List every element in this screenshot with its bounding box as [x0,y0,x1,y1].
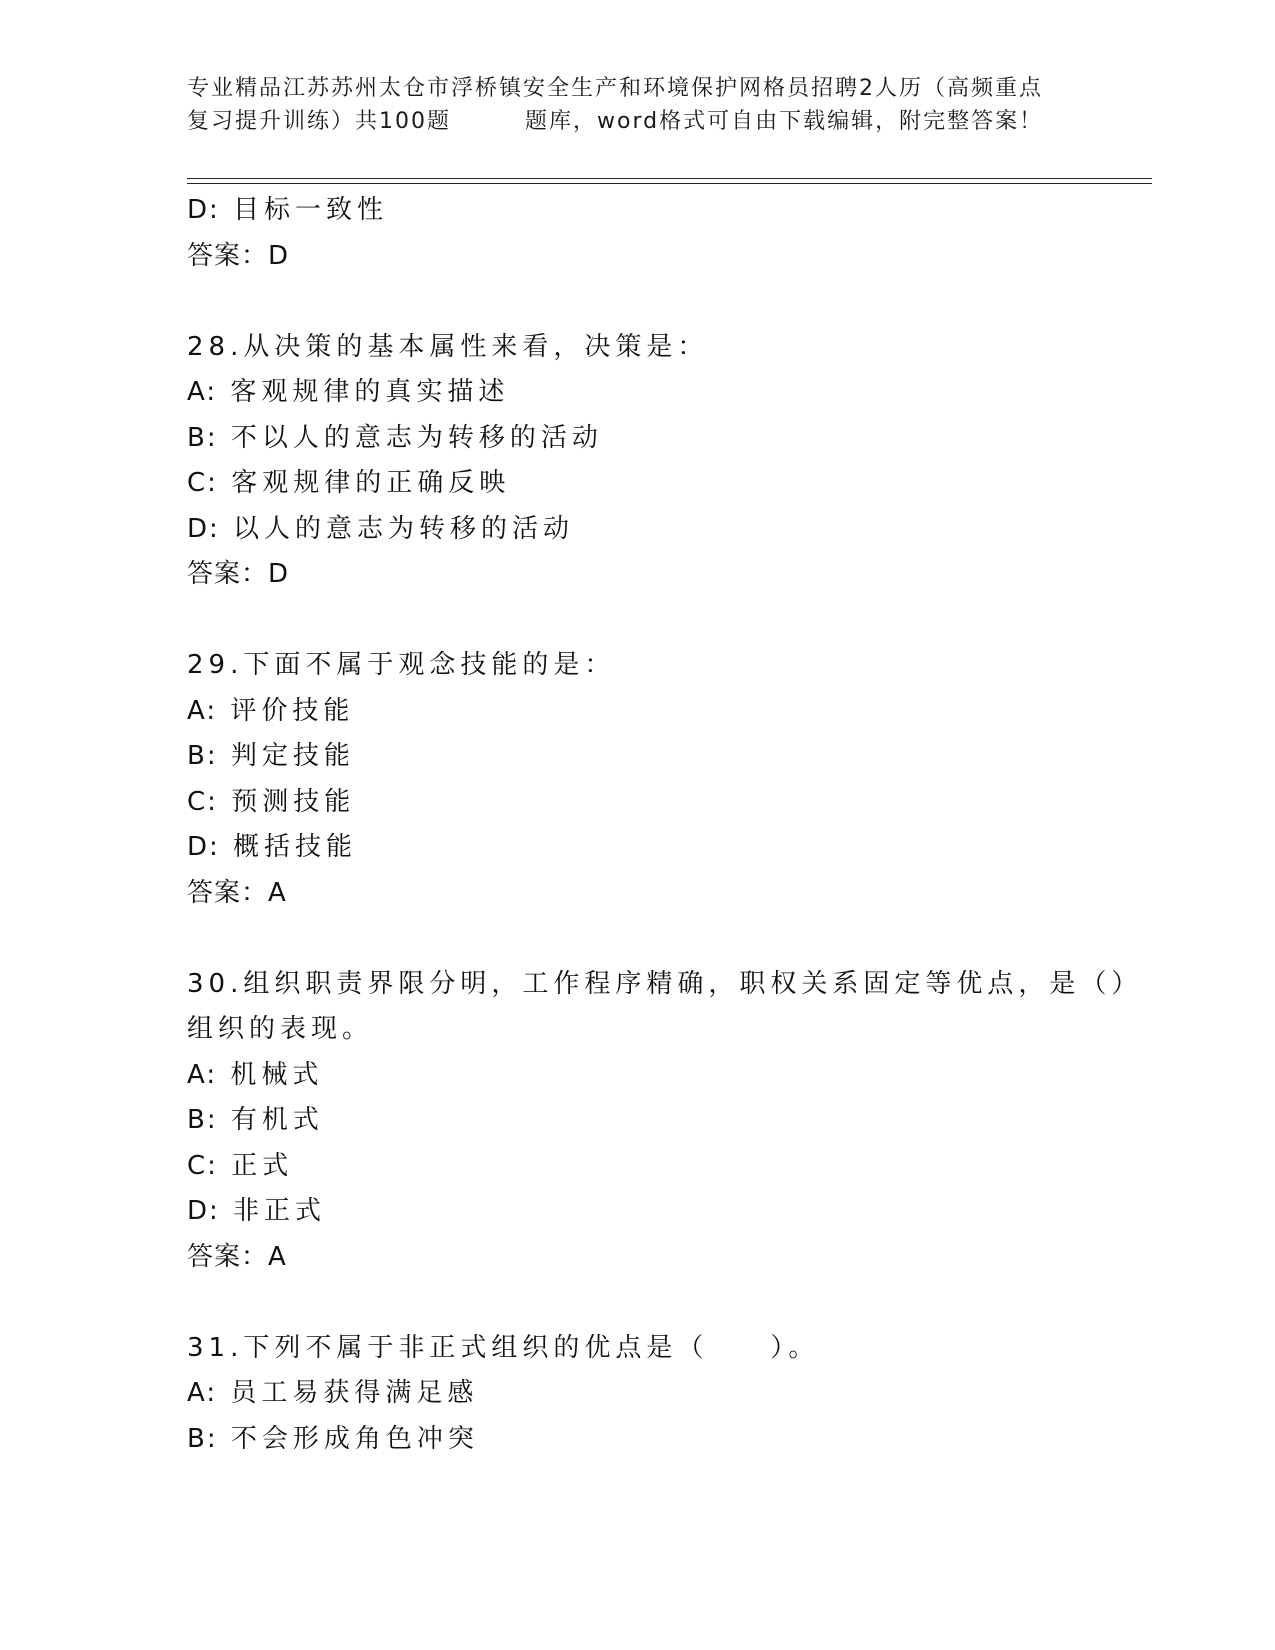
option-d [187,825,1087,871]
question-stem-continued: 组织的表现。 [187,1014,374,1044]
option-c [187,461,1087,507]
option-text: 有机式 [230,1105,324,1135]
option-label: A: [187,1378,218,1408]
option-label: A: [187,377,218,407]
option-a [187,1053,1087,1099]
spacer [187,1280,1087,1326]
question-29 [187,643,1087,916]
option-label: A: [187,695,218,726]
option-d [187,1189,1087,1235]
option-text: 评价技能 [230,695,355,726]
option-a [187,1371,1087,1417]
question-stem: 30.组织职责界限分明，工作程序精确，职权关系固定等优点，是（） [187,968,1143,999]
spacer [187,916,1087,962]
question-stem: 31.下列不属于非正式组织的优点是（ ）。 [187,1332,820,1363]
option-text: 概括技能 [233,832,358,862]
option-d [187,507,1087,553]
question-31 [187,1326,1087,1463]
option-text: 以人的意志为转移的活动 [233,513,575,544]
option-label: B: [187,1105,218,1135]
document-header [187,72,1087,138]
option-text: 客观规律的真实描述 [230,377,510,407]
header-line-1: 专业精品江苏苏州太仓市浮桥镇安全生产和环境保护网格员招聘2人历（高频重点 [187,76,1043,101]
option-b [187,1098,1087,1144]
option-text: 客观规律的正确反映 [231,468,511,498]
option-text: 机械式 [230,1059,324,1090]
option-b [187,416,1087,462]
option-c [187,1144,1087,1190]
option-c [187,780,1087,826]
option-text: 目标一致性 [233,195,389,225]
option-a [187,689,1087,735]
header-line-2-part-2: 题库，word格式可自由下载编辑，附完整答案！ [525,109,1044,134]
option-text: 判定技能 [230,741,355,771]
answer: 答案：A [187,1241,287,1272]
header-divider-top [187,178,1152,179]
option-text: 非正式 [233,1196,327,1226]
header-line-2 [187,105,1087,138]
option-text: 正式 [231,1150,294,1181]
spacer [187,598,1087,644]
option-label: D: [187,832,220,862]
option-label: D: [187,1196,220,1226]
option-text: 不以人的意志为转移的活动 [230,422,603,453]
header-divider-bottom [187,183,1152,184]
option-a [187,370,1087,416]
question-stem: 29.下面不属于观念技能的是： [187,650,616,680]
answer-prev: 答案：D [187,240,290,271]
option-label: C: [187,1150,218,1181]
option-label: B: [187,422,218,453]
answer: 答案：D [187,559,290,589]
option-label: C: [187,786,218,817]
question-30 [187,962,1143,1281]
option-d-prev [187,188,1087,234]
question-content [187,188,1143,1462]
option-label: A: [187,1059,218,1090]
option-text: 员工易获得满足感 [230,1378,479,1408]
header-line-2-part-1: 复习提升训练）共100题 [187,109,451,134]
option-label: D: [187,513,220,544]
option-b [187,1417,1087,1463]
option-b [187,734,1087,780]
spacer [187,279,1087,325]
option-label: B: [187,741,218,771]
option-text: 不会形成角色冲突 [230,1423,479,1454]
question-stem: 28.从决策的基本属性来看，决策是： [187,331,709,362]
option-text: 预测技能 [231,786,356,817]
option-label: C: [187,468,218,498]
answer: 答案：A [187,877,287,908]
question-28 [187,325,1087,598]
option-label: B: [187,1423,218,1454]
option-label: D: [187,195,220,225]
